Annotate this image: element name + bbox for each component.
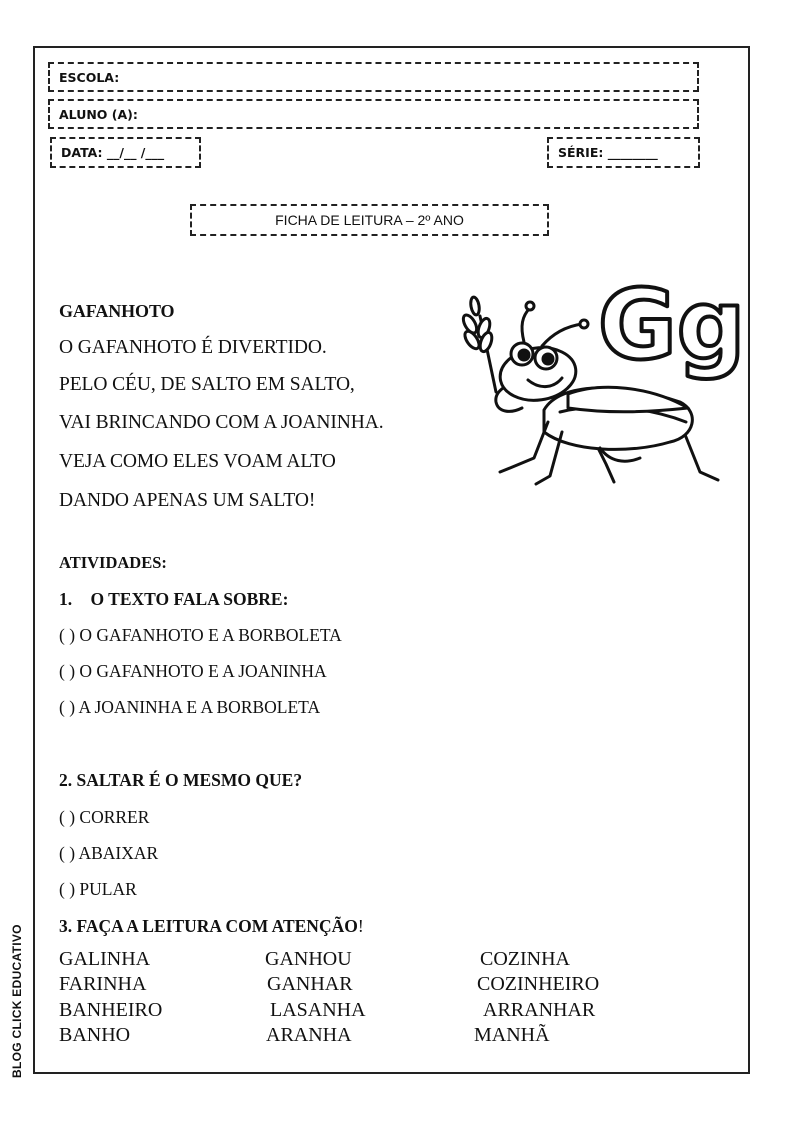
poem-line-2: PELO CÉU, DE SALTO EM SALTO, [59,374,355,395]
student-field[interactable] [48,99,699,129]
word-arranhar: ARRANHAR [483,999,596,1021]
question-1 [59,589,288,610]
date-label: DATA: __/__ /___ [61,145,165,160]
sheet-title-box [190,204,549,236]
sheet-title: FICHA DE LEITURA – 2º ANO [275,212,464,228]
question-1-text: O TEXTO FALA SOBRE: [90,589,289,609]
poem-line-1: O GAFANHOTO É DIVERTIDO. [59,337,327,358]
q2-option-a[interactable]: ( ) CORRER [59,807,150,827]
word-farinha: FARINHA [59,973,147,995]
poem-title: GAFANHOTO [59,301,175,321]
poem-line-5: DANDO APENAS UM SALTO! [59,490,316,511]
word-banheiro: BANHEIRO [59,999,163,1021]
question-3-exclamation: ! [357,916,364,936]
school-label: ESCOLA: [59,69,120,85]
word-aranha: ARANHA [266,1024,352,1046]
side-credit: BLOG CLICK EDUCATIVO [10,924,24,1078]
question-3 [59,916,364,937]
q1-option-a[interactable]: ( ) O GAFANHOTO E A BORBOLETA [59,625,342,645]
activities-heading: ATIVIDADES: [59,553,167,572]
grade-label: SÉRIE: ________ [558,145,658,160]
question-3-text: 3. FAÇA A LEITURA COM ATENÇÃO [59,916,358,936]
date-field[interactable] [50,137,201,168]
word-ganhar: GANHAR [267,973,353,995]
word-cozinheiro: COZINHEIRO [477,973,600,995]
q1-option-b[interactable]: ( ) O GAFANHOTO E A JOANINHA [59,661,327,681]
letter-gg: Gg [598,269,746,381]
q1-option-c[interactable]: ( ) A JOANINHA E A BORBOLETA [59,697,321,717]
student-label: ALUNO (A): [59,106,138,122]
poem-line-3: VAI BRINCANDO COM A JOANINHA. [59,412,384,433]
q2-option-b[interactable]: ( ) ABAIXAR [59,843,159,863]
word-banho: BANHO [59,1024,131,1046]
word-galinha: GALINHA [59,948,151,970]
word-ganhou: GANHOU [265,948,352,970]
question-1-number: 1. [59,589,73,609]
grasshopper-illustration [450,262,746,494]
poem-line-4: VEJA COMO ELES VOAM ALTO [59,451,336,472]
grade-field[interactable] [547,137,700,168]
word-cozinha: COZINHA [480,948,570,970]
question-2: 2. SALTAR É O MESMO QUE? [59,770,303,790]
q2-option-c[interactable]: ( ) PULAR [59,879,137,899]
word-lasanha: LASANHA [270,999,366,1021]
word-manha: MANHÃ [474,1024,550,1046]
school-field[interactable] [48,62,699,92]
